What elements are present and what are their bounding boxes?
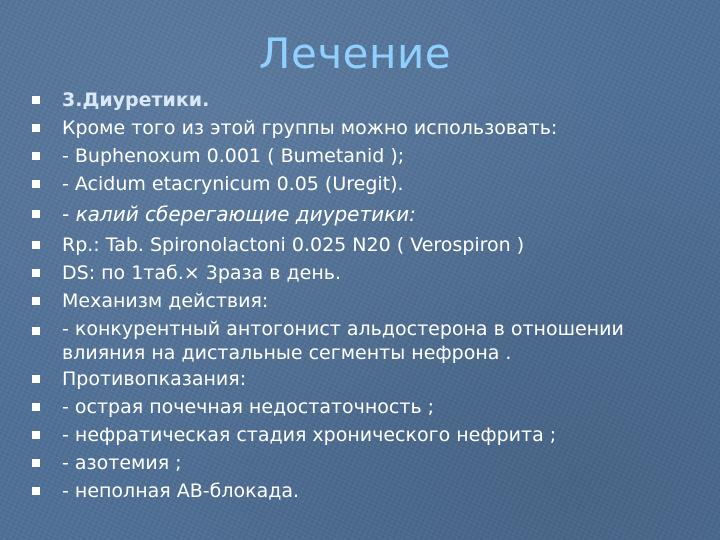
list-item-text: - неполная АВ-блокада.: [62, 480, 300, 502]
square-bullet-icon: [32, 403, 40, 411]
list-item: [30, 477, 710, 505]
square-bullet-icon: [32, 180, 40, 188]
list-item-text: - азотемия ;: [62, 452, 182, 474]
square-bullet-icon: [32, 241, 40, 249]
list-item: [30, 86, 710, 114]
list-item-text: - конкурентный антогонист альдостерона в отношении влияния на дистальные сегменты нефрона .: [62, 318, 624, 364]
square-bullet-icon: [32, 152, 40, 160]
square-bullet-icon: [32, 210, 40, 218]
list-item-text: - калий сберегающие диуретики:: [62, 202, 416, 226]
list-item-text: DS: по 1таб.× 3раза в день.: [62, 262, 342, 284]
list-item: [30, 393, 710, 421]
list-item: [30, 287, 710, 315]
list-item-text: Кроме того из этой группы можно использовать:: [62, 117, 558, 139]
list-item: [30, 170, 710, 198]
square-bullet-icon: [32, 96, 40, 104]
list-item-text: Механизм действия:: [62, 290, 269, 312]
list-item: [30, 315, 710, 365]
square-bullet-icon: [32, 327, 40, 335]
square-bullet-icon: [32, 297, 40, 305]
square-bullet-icon: [32, 459, 40, 467]
square-bullet-icon: [32, 431, 40, 439]
list-item: [30, 259, 710, 287]
square-bullet-icon: [32, 124, 40, 132]
list-item: [30, 142, 710, 170]
list-item-text: 3.Диуретики.: [62, 89, 210, 111]
bullet-list: [30, 86, 710, 505]
list-item: [30, 449, 710, 477]
list-item-text: - острая почечная недостаточность ;: [62, 396, 435, 418]
list-item: [30, 114, 710, 142]
square-bullet-icon: [32, 375, 40, 383]
list-item-text: Противопказания:: [62, 368, 247, 390]
list-item: [30, 231, 710, 259]
slide-title: Лечение: [258, 29, 452, 78]
list-item-text: - Acidum etacrynicum 0.05 (Uregit).: [62, 173, 404, 195]
list-item: [30, 200, 710, 229]
square-bullet-icon: [32, 269, 40, 277]
list-item: [30, 365, 710, 393]
list-item: [30, 421, 710, 449]
list-item-text: Rp.: Tab. Spironolactoni 0.025 N20 ( Verospiron ): [62, 234, 525, 256]
square-bullet-icon: [32, 487, 40, 495]
list-item-text: - Buphenoxum 0.001 ( Bumetanid );: [62, 145, 405, 167]
list-item-text: - нефратическая стадия хронического нефрита ;: [62, 424, 557, 446]
